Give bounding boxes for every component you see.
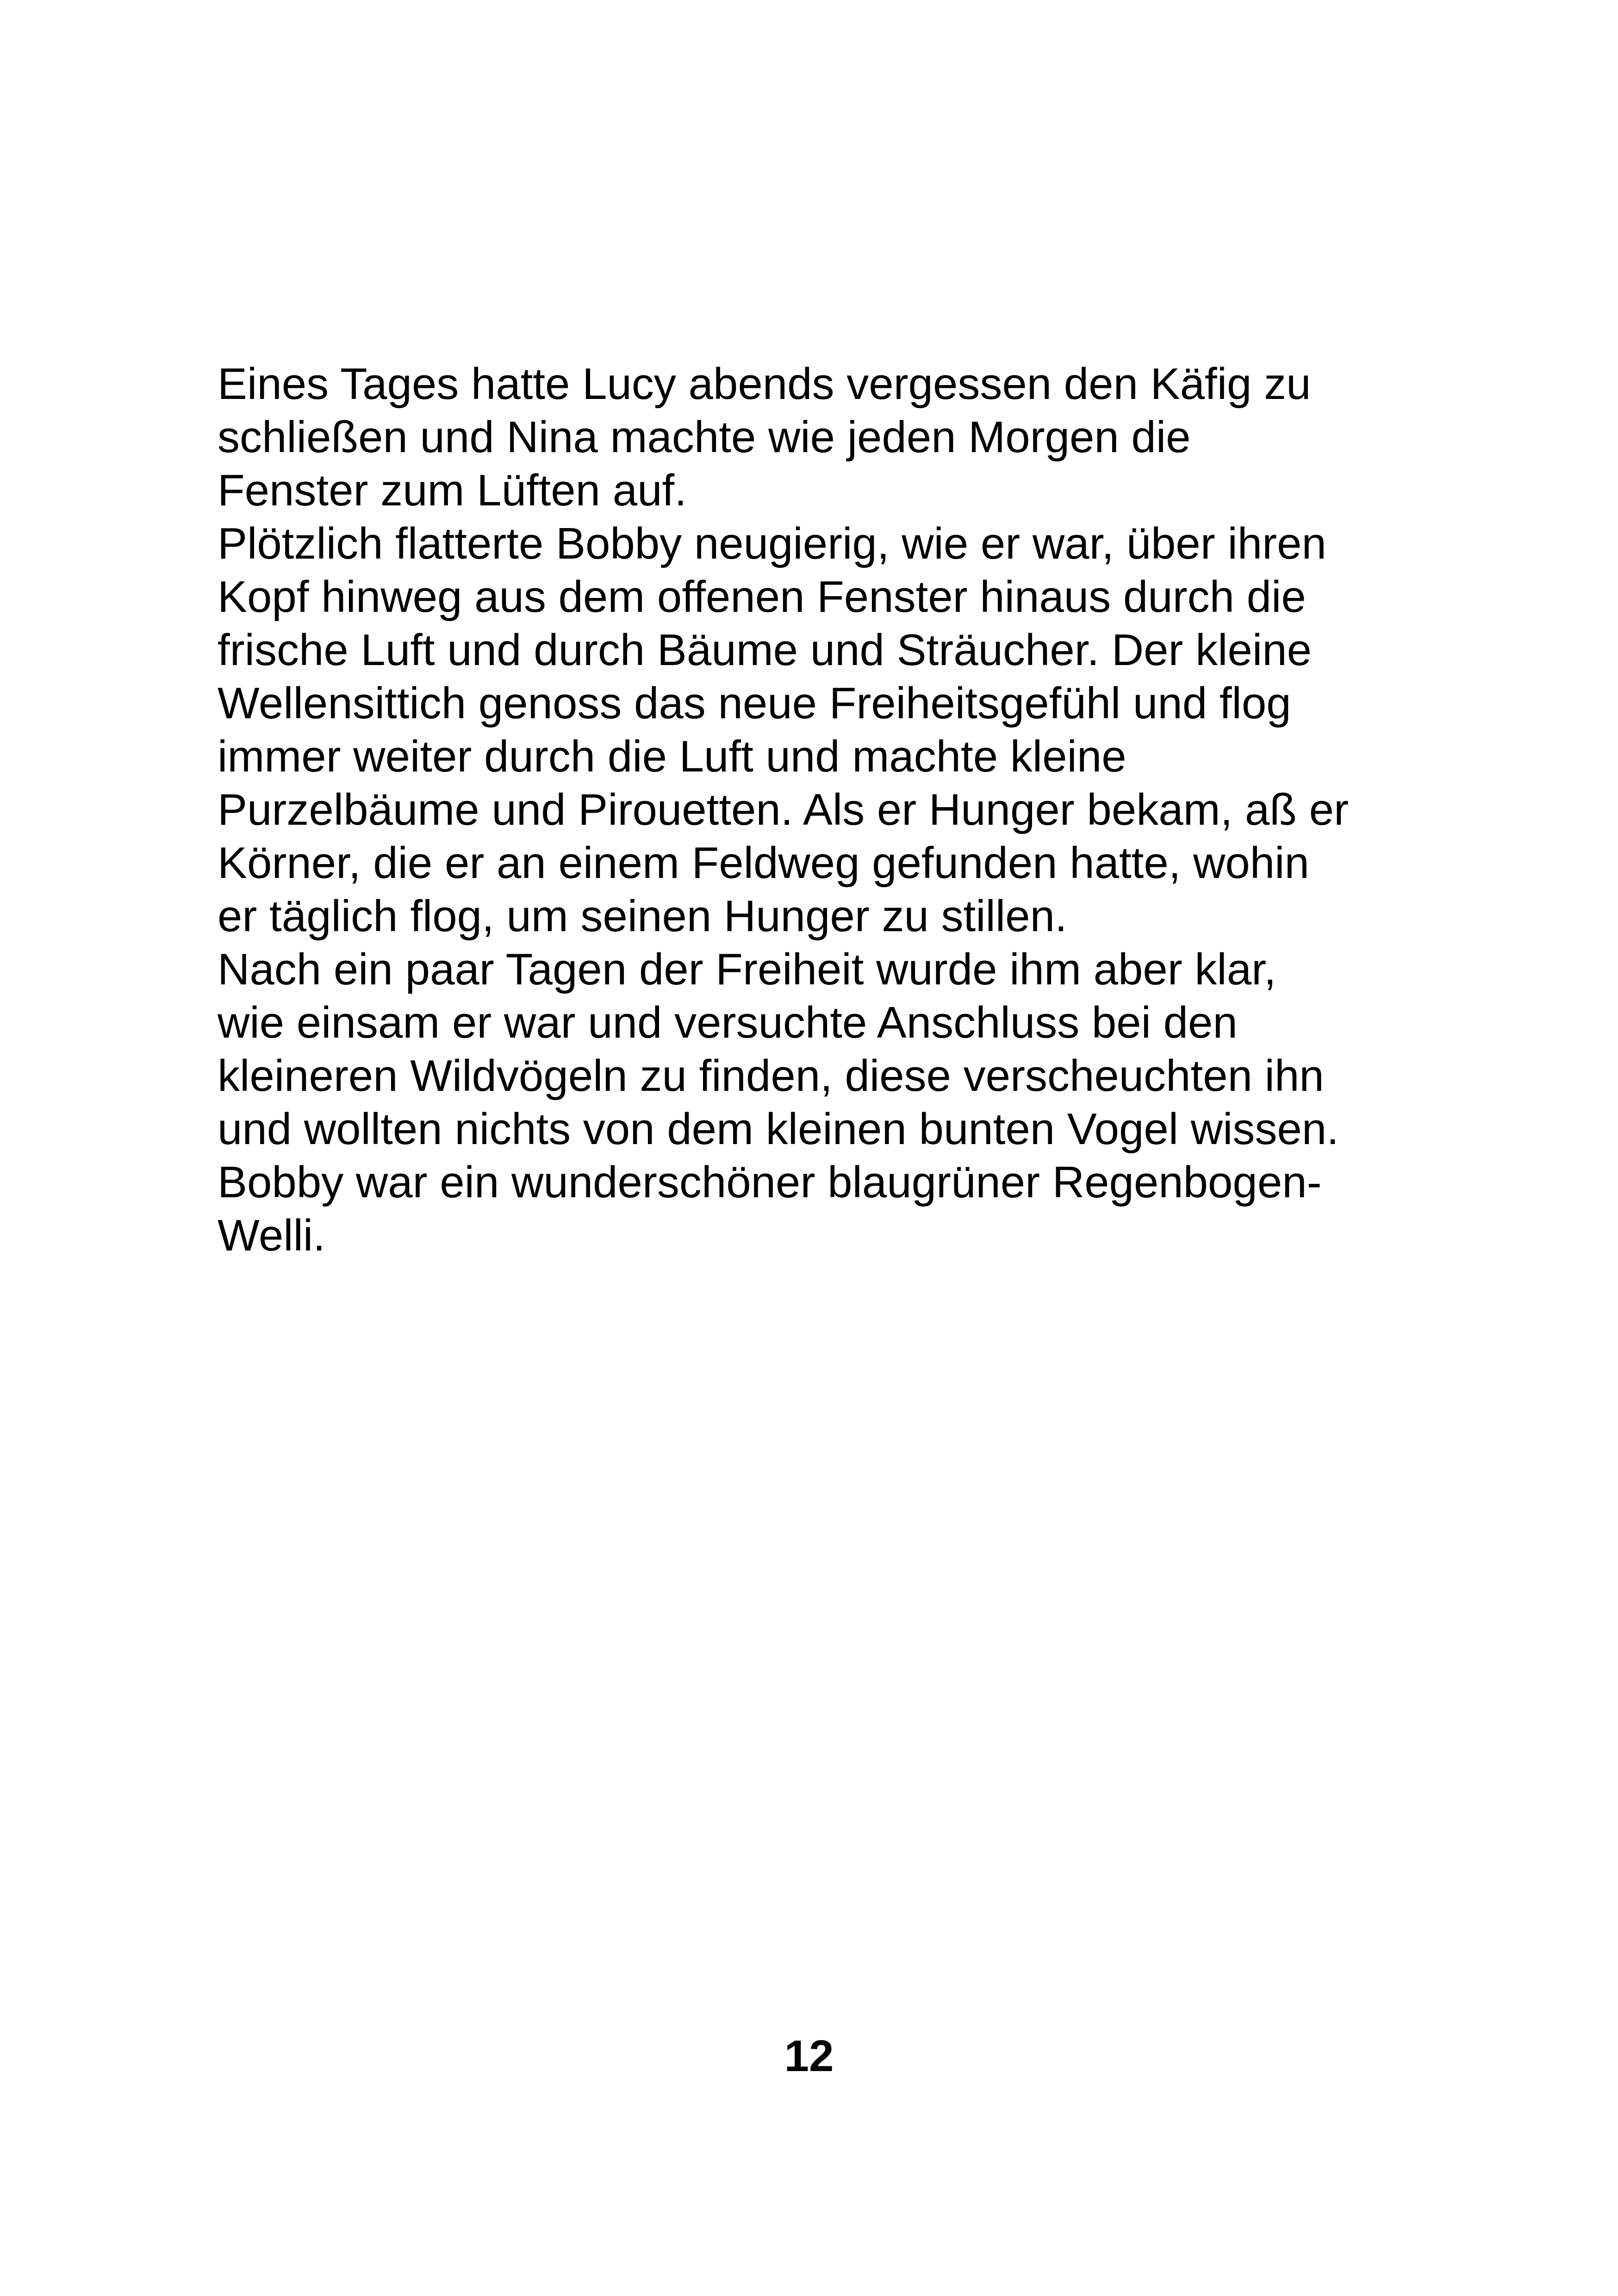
- text-line: Wellensittich genoss das neue Freiheitsgefühl und flog: [218, 678, 1291, 728]
- text-line: und wollten nichts von dem kleinen bunten Vogel wissen.: [218, 1104, 1339, 1154]
- text-line: Bobby war ein wunderschöner blaugrüner Regenbogen-: [218, 1157, 1322, 1207]
- text-line: Fenster zum Lüften auf.: [218, 466, 687, 515]
- page-number: 12: [784, 2031, 834, 2081]
- text-line: kleineren Wildvögeln zu finden, diese verscheuchten ihn: [218, 1051, 1324, 1101]
- body-text: [218, 357, 1476, 1262]
- text-line: Purzelbäume und Pirouetten. Als er Hunger bekam, aß er: [218, 785, 1349, 834]
- text-line: Nach ein paar Tagen der Freiheit wurde ihm aber klar,: [218, 945, 1276, 994]
- text-line: frische Luft und durch Bäume und Sträucher. Der kleine: [218, 625, 1312, 675]
- text-line: Plötzlich flatterte Bobby neugierig, wie er war, über ihren: [218, 519, 1326, 568]
- text-line: Eines Tages hatte Lucy abends vergessen den Käfig zu: [218, 359, 1311, 409]
- text-line: er täglich flog, um seinen Hunger zu stillen.: [218, 891, 1067, 941]
- text-line: Körner, die er an einem Feldweg gefunden hatte, wohin: [218, 838, 1309, 888]
- text-line: wie einsam er war und versuchte Anschluss bei den: [218, 998, 1238, 1047]
- text-line: immer weiter durch die Luft und machte kleine: [218, 732, 1126, 781]
- text-line: Kopf hinweg aus dem offenen Fenster hinaus durch die: [218, 572, 1306, 622]
- text-line: Welli.: [218, 1211, 325, 1260]
- text-line: schließen und Nina machte wie jeden Morgen die: [218, 412, 1191, 462]
